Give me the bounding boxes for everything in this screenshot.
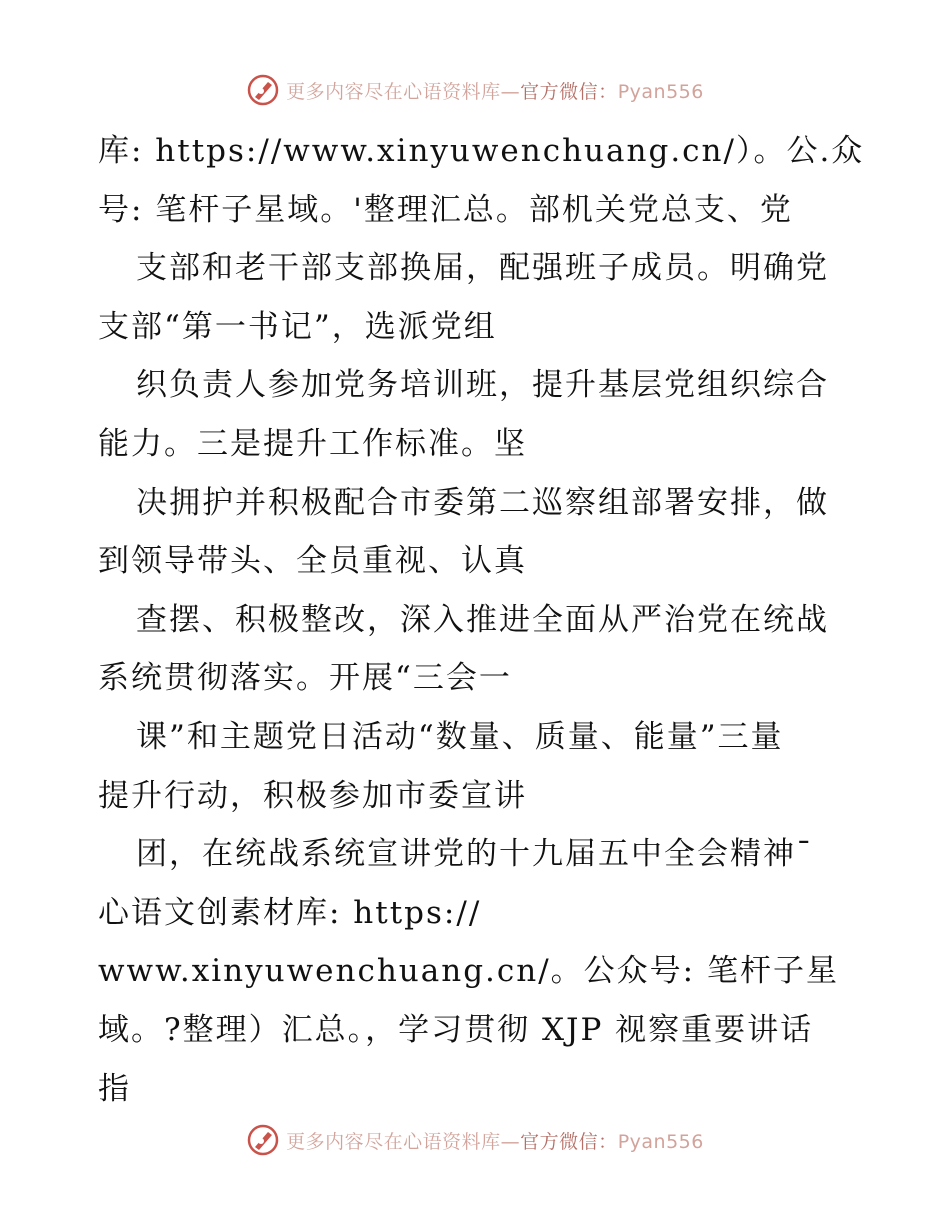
footer-banner	[0, 1120, 950, 1160]
text-line: 支部和老干部支部换届，配强班子成员。明确党	[136, 250, 829, 287]
text-line: 指	[98, 1070, 131, 1107]
text-line: 能力。三是提升工作标准。坚	[98, 425, 527, 462]
text-line: 号: 笔杆子星域。'整理汇总。部机关党总支、党	[98, 191, 793, 228]
text-line: 提升行动，积极参加市委宣讲	[98, 777, 527, 814]
text-line: 到领导带头、全员重视、认真	[98, 543, 527, 580]
text-line: 系统贯彻落实。开展“三会一	[98, 660, 512, 697]
banner-text: 更多内容尽在心语资料库—官方微信：Pyan556	[286, 80, 704, 103]
text-line: www.xinyuwenchuang.cn/。公众号: 笔杆子星	[98, 953, 839, 990]
text-line: 域。?整理）汇总。，学习贯彻 XJP 视察重要讲话	[98, 1011, 814, 1048]
document-body	[98, 122, 868, 1118]
header-banner	[0, 70, 950, 110]
banner-text: 更多内容尽在心语资料库—官方微信：Pyan556	[286, 1130, 704, 1153]
text-line: 库: https://www.xinyuwenchuang.cn/）。公.众	[98, 133, 865, 169]
text-line: 课”和主题党日活动“数量、质量、能量”三量	[136, 718, 784, 755]
text-line: 团，在统战系统宣讲党的十九届五中全会精神¯	[136, 836, 814, 873]
text-line: 决拥护并积极配合市委第二巡察组部署安排，做	[136, 484, 829, 521]
text-line: 支部“第一书记”，选派党组	[98, 308, 497, 345]
text-line: 心语文创素材库: https://	[98, 894, 482, 931]
pen-seal-logo-icon	[246, 1123, 280, 1157]
pen-seal-logo-icon	[246, 73, 280, 107]
text-line: 查摆、积极整改，深入推进全面从严治党在统战	[136, 601, 829, 638]
text-line: 织负责人参加党务培训班，提升基层党组织综合	[136, 367, 829, 404]
